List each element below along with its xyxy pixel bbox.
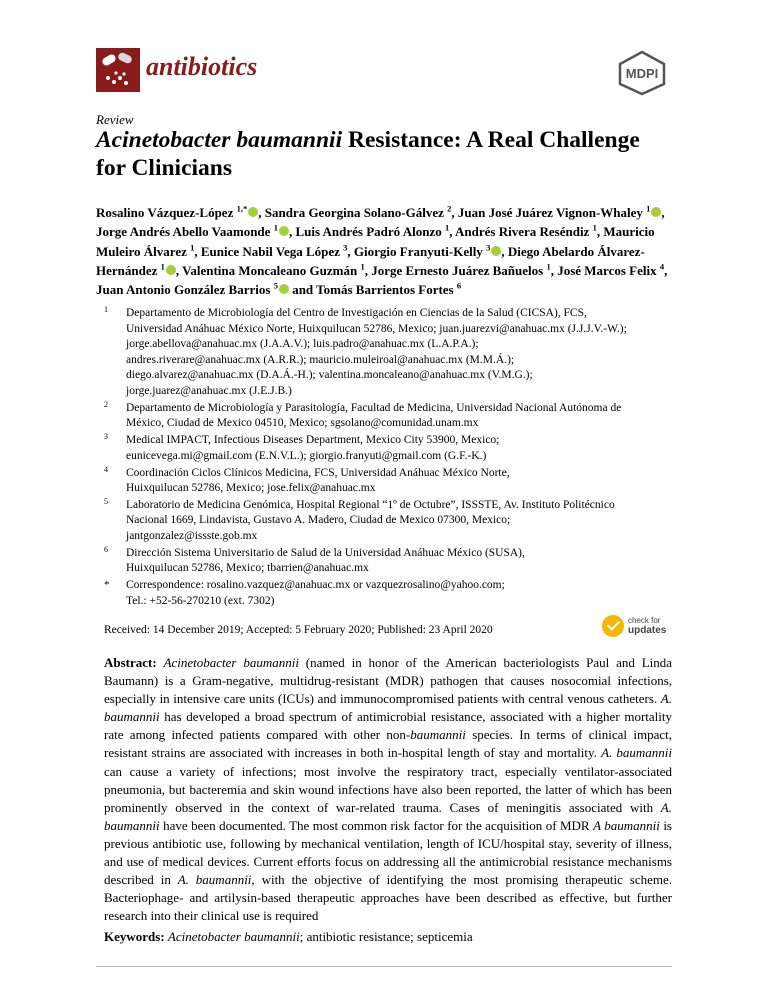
affiliation-line: jorge.juarez@anahuac.mx (J.E.J.B.) [126, 384, 292, 397]
affiliation-line: México, Ciudad de Mexico 04510, Mexico; sgsolano@comunidad.unam.mx [126, 417, 479, 430]
check-updates-line2: updates [628, 625, 667, 636]
abstract-text: , with the objective of identifying the most promising therapeutic scheme. Bacteriophage- and artilysin-based therapeutic approaches have been described as effective, but further research into their clinical use is required [104, 872, 672, 924]
paper-title [96, 126, 656, 182]
orcid-icon[interactable] [491, 246, 501, 256]
abstract-text: is previous antibiotic use, following by mechanical ventilation, length of ICU/hospital stay, severity of illness, and use of medical devices. Current efforts focus on addressing all the antimicrobial resistance mechanisms described in [104, 817, 672, 888]
article-type: Review [96, 112, 134, 127]
author-affiliation-sup: 1 [190, 242, 195, 253]
author-name[interactable]: Valentina Moncaleano Guzmán [182, 262, 358, 278]
author-affiliation-sup: 1 [360, 261, 365, 272]
affiliation-line: Dirección Sistema Universitario de Salud de la Universidad Anáhuac México (SUSA), [126, 546, 525, 559]
affiliation-number: 1 [104, 305, 108, 314]
author-affiliation-sup: 1 [546, 261, 551, 272]
affiliation-line: jantgonzalez@issste.gob.mx [126, 530, 258, 543]
publication-dates: Received: 14 December 2019; Accepted: 5 February 2020; Published: 23 April 2020 [104, 624, 493, 636]
affiliation-line: Huixquilucan 52786, Mexico; tbarrien@anahuac.mx [126, 562, 369, 575]
affiliation-line: andres.riverare@anahuac.mx (A.R.R.); mauricio.muleiroal@anahuac.mx (M.M.Á.); [126, 353, 515, 366]
author-affiliation-sup: 1 [160, 261, 165, 272]
journal-header [96, 48, 676, 98]
affiliation-line: Tel.: +52-56-270210 (ext. 7302) [126, 594, 275, 607]
author-name[interactable]: Mauricio Muleiro Álvarez [96, 224, 655, 259]
author-name[interactable]: Sandra Georgina Solano-Gálvez [264, 205, 444, 220]
abstract [104, 654, 672, 925]
author-affiliation-sup: 1,* [236, 203, 248, 214]
affiliation-item [104, 578, 684, 609]
keyword-text: ; antibiotic resistance; septicemia [299, 929, 473, 944]
affiliation-item [104, 466, 684, 497]
orcid-icon[interactable] [279, 284, 289, 294]
author-name[interactable]: Luis Andrés Padró Alonzo [295, 224, 442, 240]
abstract-label: Abstract: [104, 655, 157, 670]
affiliation-item [104, 546, 684, 577]
author-affiliation-sup: 1 [273, 222, 278, 233]
author-name[interactable]: José Marcos Felix [557, 262, 657, 278]
keywords-label: Keywords: [104, 929, 165, 944]
orcid-icon[interactable] [651, 207, 661, 217]
affiliation-number: * [104, 579, 110, 592]
author-name[interactable]: Andrés Rivera Reséndiz [455, 224, 590, 240]
keywords [104, 929, 672, 945]
affiliation-line: Departamento de Microbiología del Centro de Investigación en Ciencias de la Salud (CICSA), FCS, [126, 307, 587, 319]
abstract-text: A. baumannii [104, 799, 672, 833]
author-name[interactable]: Diego Abelardo Álvarez-Hernández [96, 243, 645, 278]
author-affiliation-sup: 1 [444, 222, 450, 233]
abstract-text: Acinetobacter baumannii [163, 655, 299, 670]
journal-logo-icon [96, 48, 140, 92]
affiliation-line: Coordinación Ciclos Clínicos Medicina, FCS, Universidad Anáhuac México Norte, [126, 466, 510, 479]
author-affiliation-sup: 6 [456, 280, 462, 291]
journal-name: antibiotics [146, 52, 258, 81]
affiliations [104, 306, 684, 611]
title-italic: Acinetobacter baumannii [96, 127, 343, 153]
orcid-icon[interactable] [248, 207, 258, 217]
abstract-text: (named in honor of the American bacteriologists Paul and Linda Baumann) is a Gram-negative, multidrug-resistant (MDR) pathogen that causes nosocomial infections, especially in intensive care units (ICUs) and immunocompromised patients with central venous catheters. [104, 655, 673, 707]
author-name[interactable]: Juan José Juárez Vignon-Whaley [457, 205, 643, 220]
orcid-icon[interactable] [166, 265, 176, 275]
abstract-text: A. baumannii [104, 691, 672, 725]
footer-rule [96, 966, 672, 967]
author-conjunction: and [288, 282, 317, 298]
author-affiliation-sup: 3 [343, 242, 348, 253]
affiliation-line: jorge.abellova@anahuac.mx (J.A.A.V.); luis.padro@anahuac.mx (L.A.P.A.); [126, 338, 479, 351]
mdpi-logo-icon [616, 50, 668, 96]
abstract-text: species. In terms of clinical impact, resistant strains are associated with increases in both in-hospital length of stay and mortality. [104, 727, 672, 761]
affiliation-line: Universidad Anáhuac México Norte, Huixquilucan 52786, Mexico; juan.juarezvi@anahuac.mx (J.J.J.V.-W.); [126, 322, 627, 335]
abstract-text: A. baumannii [177, 872, 252, 888]
author-affiliation-sup: 3 [486, 242, 491, 253]
author-affiliation-sup: 4 [659, 261, 665, 272]
abstract-text: can cause a variety of infections; most involve the respiratory tract, especially ventilator-associated pneumonia, but bacteremia and skin wound infections have also been reported, the latter of which has been prominently observed in the context of war-related trauma. Cases of meningitis associated with [104, 763, 672, 815]
author-name[interactable]: Rosalino Vázquez-López [96, 205, 234, 220]
affiliation-line: Medical IMPACT, Infectious Diseases Department, Mexico City 53900, Mexico; [126, 434, 500, 447]
author-name[interactable]: Giorgio Franyuti-Kelly [353, 243, 483, 259]
affiliation-number: 3 [104, 432, 108, 442]
check-updates-icon [602, 615, 624, 637]
affiliation-line: Correspondence: rosalino.vazquez@anahuac.mx or vazquezrosalino@yahoo.com; [126, 579, 505, 592]
affiliation-item [104, 433, 684, 464]
check-updates-line1: check for [628, 616, 661, 625]
affiliation-number: 5 [104, 496, 108, 506]
affiliation-line: Laboratorio de Medicina Genómica, Hospital Regional “1º de Octubre”, ISSSTE, Av. Instituto Politécnico [126, 498, 615, 511]
check-for-updates[interactable] [602, 615, 672, 641]
abstract-text: baumannii [410, 727, 466, 743]
title-rest: Resistance: A Real Challenge for Clinicians [96, 127, 640, 181]
affiliation-item [104, 401, 684, 432]
abstract-text: have been documented. The most common risk factor for the acquisition of MDR [159, 817, 594, 833]
author-name[interactable]: Eunice Nabil Vega López [200, 243, 340, 259]
affiliation-line: Huixquilucan 52786, Mexico; jose.felix@anahuac.mx [126, 482, 376, 495]
author-name[interactable]: Tomás Barrientos Fortes [316, 282, 454, 298]
affiliation-number: 6 [104, 544, 108, 554]
author-name[interactable]: Jorge Andrés Abello Vaamonde [96, 224, 271, 240]
author-name[interactable]: Jorge Ernesto Juárez Bañuelos [371, 262, 544, 278]
author-affiliation-sup: 1 [592, 222, 597, 233]
publisher-name: MDPI [625, 66, 659, 81]
orcid-icon[interactable] [279, 226, 289, 236]
abstract-text: has developed a broad spectrum of antimicrobial resistance, associated with a higher mortality rate among infected patients compared with other non- [104, 709, 672, 743]
abstract-text: A baumannii [593, 817, 660, 833]
affiliation-number: 4 [104, 464, 108, 474]
abstract-text: A. baumannii [601, 745, 672, 761]
affiliation-line: eunicevega.mi@gmail.com (E.N.V.L.); giorgio.franyuti@gmail.com (G.F.-K.) [126, 449, 487, 462]
affiliation-line: Nacional 1669, Lindavista, Gustavo A. Madero, Ciudad de Mexico 07300, Mexico; [126, 514, 511, 527]
affiliation-line: diego.alvarez@anahuac.mx (D.A.Á.-H.); valentina.moncaleano@anahuac.mx (V.M.G.); [126, 369, 533, 382]
author-affiliation-sup: 5 [273, 280, 278, 291]
affiliation-line: Departamento de Microbiología y Parasitología, Facultad de Medicina, Universidad Nacional Autónoma de [126, 401, 622, 414]
affiliation-item [104, 498, 684, 545]
author-list: Rosalino Vázquez-López $^{1,*}$ , Sandra Georgina Solano-Gálvez $^2$, Juan José Juárez Vignon-Whaley $^1$ , Jorge Andrés Abello Vaamonde $^1$ , Luis Andrés Padró Alonzo $^1$, Andrés Rivera Reséndiz $^1$, Mauricio Muleiro Álvarez $^1$, Eunice Nabil Vega López $^3$, Giorgio Franyuti-Kelly $^3$ , Diego Abelardo Álvarez-Hernández $^1$ , Valentina Moncaleano Guzmán $^1$, Jorge Ernesto Juárez Bañuelos $^1$, José Marcos Felix $^4$, Juan Antonio González Barrios $^5$ and Tomás Barrientos Fortes $^6$ [96, 203, 668, 298]
keyword-text: Acinetobacter baumannii [167, 929, 300, 944]
affiliation-item [104, 306, 684, 400]
author-affiliation-sup: 2 [447, 203, 452, 214]
author-name[interactable]: Juan Antonio González Barrios [96, 282, 271, 298]
affiliation-number: 2 [104, 399, 108, 409]
author-affiliation-sup: 1 [646, 203, 651, 214]
